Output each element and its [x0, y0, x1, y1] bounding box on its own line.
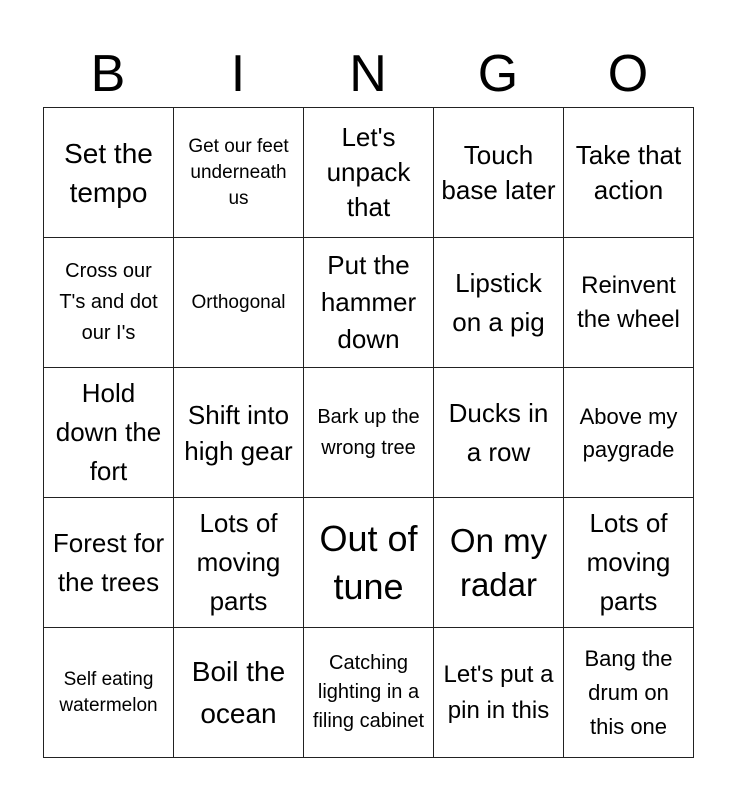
bingo-cell[interactable]: [304, 498, 434, 628]
bingo-cell-text: Bark up the wrong tree: [317, 405, 420, 459]
header-letter-i: I: [230, 45, 246, 103]
bingo-header: [43, 42, 693, 106]
header-letter-o: O: [607, 45, 649, 103]
bingo-cell-text: Hold down the fort: [55, 378, 162, 486]
bingo-cell-text: Put the hammer down: [320, 250, 417, 354]
bingo-cell-text: Out of tune: [319, 517, 418, 607]
bingo-cell-text: Set the tempo: [64, 137, 153, 208]
bingo-cell-text: Catching lighting in a filing cabinet: [312, 652, 425, 732]
bingo-cell[interactable]: [434, 108, 564, 238]
bingo-cell[interactable]: [564, 238, 694, 368]
bingo-cell[interactable]: [44, 108, 174, 238]
bingo-cell[interactable]: [564, 628, 694, 758]
bingo-cell-text: Lipstick on a pig: [452, 267, 545, 337]
bingo-cell-text: Get our feet underneath us: [188, 135, 289, 209]
bingo-cell-text: Forest for the trees: [52, 527, 165, 597]
bingo-cell-text: Orthogonal: [191, 291, 286, 313]
bingo-cell[interactable]: [44, 498, 174, 628]
bingo-cell[interactable]: [304, 108, 434, 238]
bingo-cell-text: Above my paygrade: [579, 403, 678, 462]
bingo-cell-text: Shift into high gear: [184, 399, 293, 466]
bingo-row-2: [44, 238, 694, 368]
header-letter-g: G: [477, 45, 519, 103]
bingo-cell-text: Boil the ocean: [191, 655, 286, 729]
bingo-cell[interactable]: [564, 108, 694, 238]
bingo-cell[interactable]: [304, 628, 434, 758]
bingo-cell[interactable]: [44, 628, 174, 758]
bingo-cell[interactable]: [174, 108, 304, 238]
bingo-row-1: [44, 108, 694, 238]
bingo-cell[interactable]: [564, 498, 694, 628]
bingo-row-4: [44, 498, 694, 628]
bingo-cell[interactable]: [304, 238, 434, 368]
bingo-cell[interactable]: [174, 628, 304, 758]
bingo-cell-text: On my radar: [449, 521, 548, 603]
bingo-cell[interactable]: [434, 628, 564, 758]
bingo-cell[interactable]: [304, 368, 434, 498]
bingo-cell-text: Lots of moving parts: [196, 508, 281, 616]
bingo-cell-text: Lots of moving parts: [586, 508, 671, 616]
bingo-cell[interactable]: [434, 368, 564, 498]
header-letter-n: N: [349, 45, 387, 103]
header-letter-b: B: [90, 45, 126, 103]
bingo-row-5: [44, 628, 694, 758]
bingo-cell[interactable]: [44, 238, 174, 368]
bingo-cell-text: Self eating watermelon: [59, 668, 158, 716]
bingo-cell-text: Let's put a pin in this: [443, 660, 554, 724]
bingo-cell-text: Reinvent the wheel: [577, 271, 680, 333]
bingo-cell[interactable]: [44, 368, 174, 498]
bingo-cell[interactable]: [564, 368, 694, 498]
bingo-cell-text: Take that action: [575, 139, 682, 205]
bingo-cell[interactable]: [434, 498, 564, 628]
bingo-cell[interactable]: [174, 368, 304, 498]
bingo-card: [43, 107, 694, 758]
bingo-cell[interactable]: [174, 238, 304, 368]
bingo-cell-text: Touch base later: [441, 139, 556, 205]
bingo-row-3: [44, 368, 694, 498]
bingo-cell[interactable]: [174, 498, 304, 628]
bingo-cell[interactable]: [434, 238, 564, 368]
bingo-cell-text: Let's unpack that: [326, 122, 411, 222]
bingo-cell-text: Ducks in a row: [448, 397, 549, 467]
bingo-cell-text: Cross our T's and dot our I's: [59, 260, 158, 344]
bingo-cell-text: Bang the drum on this one: [584, 645, 673, 739]
